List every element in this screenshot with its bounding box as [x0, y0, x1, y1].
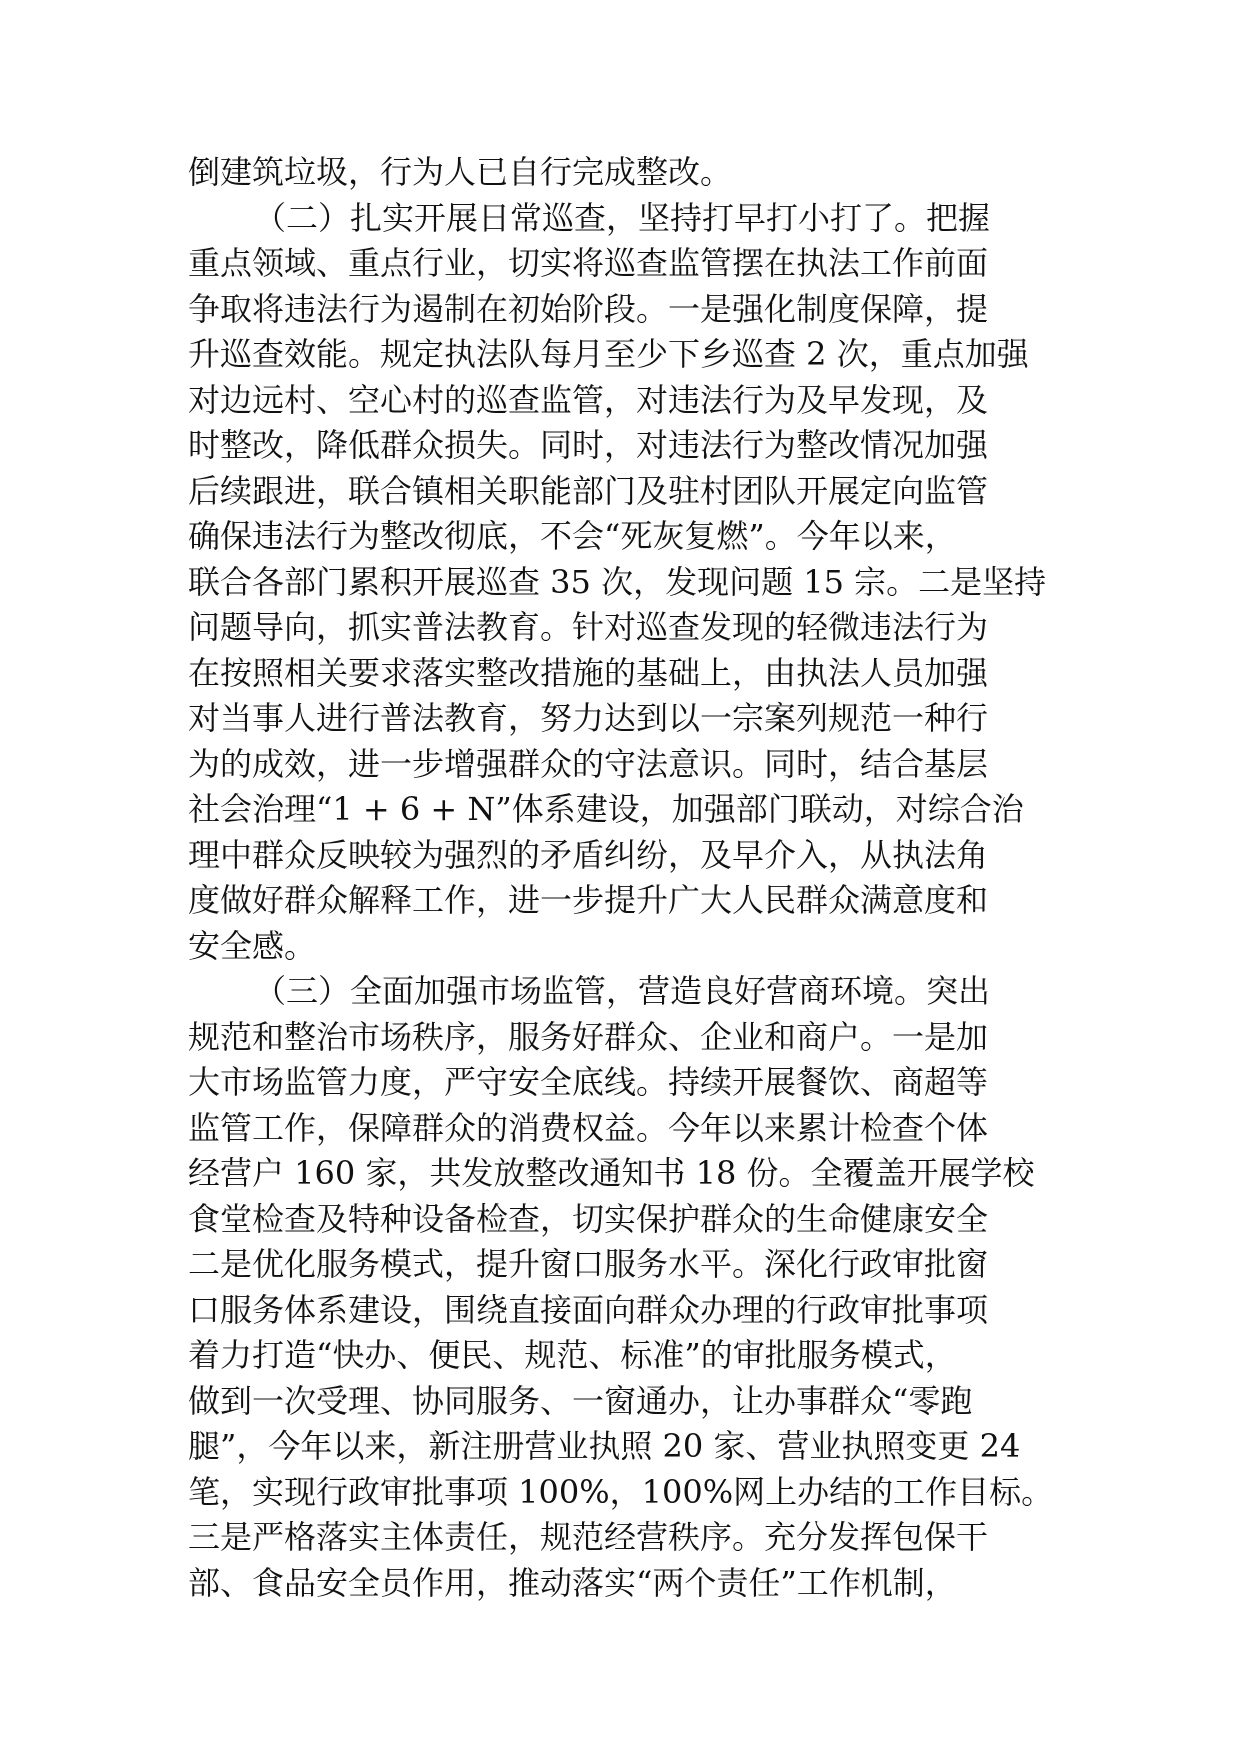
- text-line: 联合各部门累积开展巡查 35 次，发现问题 15 宗。二是坚持: [188, 562, 1047, 601]
- text-line: 着力打造“快办、便民、规范、标准”的审批服务模式，: [188, 1336, 957, 1374]
- text-line: 监管工作，保障群众的消费权益。今年以来累计检查个体: [188, 1108, 989, 1147]
- text-line: 规范和整治市场秩序，服务好群众、企业和商户。一是加: [188, 1017, 989, 1056]
- text-line: 做到一次受理、协同服务、一窗通办，让办事群众“零跑: [188, 1381, 973, 1420]
- body-text: [188, 150, 1068, 1606]
- section-heading-line: （二）扎实开展日常巡查，坚持打早打小打了。把握: [254, 198, 991, 237]
- text-line: 度做好群众解释工作，进一步提升广大人民群众满意度和: [188, 881, 989, 919]
- text-line: 问题导向，抓实普法教育。针对巡查发现的轻微违法行为: [188, 608, 989, 646]
- text-line: 为的成效，进一步增强群众的守法意识。同时，结合基层: [188, 744, 989, 783]
- text-line: 社会治理“1 + 6 + N”体系建设，加强部门联动，对综合治: [188, 790, 1024, 828]
- section-heading-line: （三）全面加强市场监管，营造良好营商环境。突出: [254, 972, 991, 1010]
- text-line: 食堂检查及特种设备检查，切实保护群众的生命健康安全: [188, 1199, 989, 1238]
- text-line: 经营户 160 家，共发放整改通知书 18 份。全覆盖开展学校: [188, 1154, 1035, 1192]
- text-line: 倒建筑垃圾，行为人已自行完成整改。: [188, 153, 733, 191]
- text-line: 大市场监管力度，严守安全底线。持续开展餐饮、商超等: [188, 1063, 989, 1101]
- text-line: 对边远村、空心村的巡查监管，对违法行为及早发现，及: [188, 380, 989, 419]
- text-line: 时整改，降低群众损失。同时，对违法行为整改情况加强: [188, 426, 989, 464]
- text-line: 笔，实现行政审批事项 100%，100%网上办结的工作目标。: [188, 1472, 1054, 1511]
- text-line: 在按照相关要求落实整改措施的基础上，由执法人员加强: [188, 653, 989, 692]
- text-line: 重点领域、重点行业，切实将巡查监管摆在执法工作前面: [188, 244, 989, 282]
- text-line: 争取将违法行为遏制在初始阶段。一是强化制度保障，提: [188, 289, 989, 328]
- text-line: 后续跟进，联合镇相关职能部门及驻村团队开展定向监管: [188, 471, 989, 510]
- text-line: 理中群众反映较为强烈的矛盾纠纷，及早介入，从执法角: [188, 835, 989, 874]
- text-line: 口服务体系建设，围绕直接面向群众办理的行政审批事项: [188, 1290, 989, 1329]
- text-line: 三是严格落实主体责任，规范经营秩序。充分发挥包保干: [188, 1518, 989, 1556]
- text-line: 确保违法行为整改彻底，不会“死灰复燃”。今年以来，: [188, 517, 957, 555]
- text-line: 二是优化服务模式，提升窗口服务水平。深化行政审批窗: [188, 1245, 989, 1283]
- text-line: 安全感。: [188, 926, 317, 965]
- text-line: 对当事人进行普法教育，努力达到以一宗案列规范一种行: [188, 699, 989, 737]
- text-line: 腿”，今年以来，新注册营业执照 20 家、营业执照变更 24: [188, 1427, 1021, 1465]
- text-line: 升巡查效能。规定执法队每月至少下乡巡查 2 次，重点加强: [188, 335, 1029, 373]
- text-line: 部、食品安全员作用，推动落实“两个责任”工作机制，: [188, 1563, 957, 1602]
